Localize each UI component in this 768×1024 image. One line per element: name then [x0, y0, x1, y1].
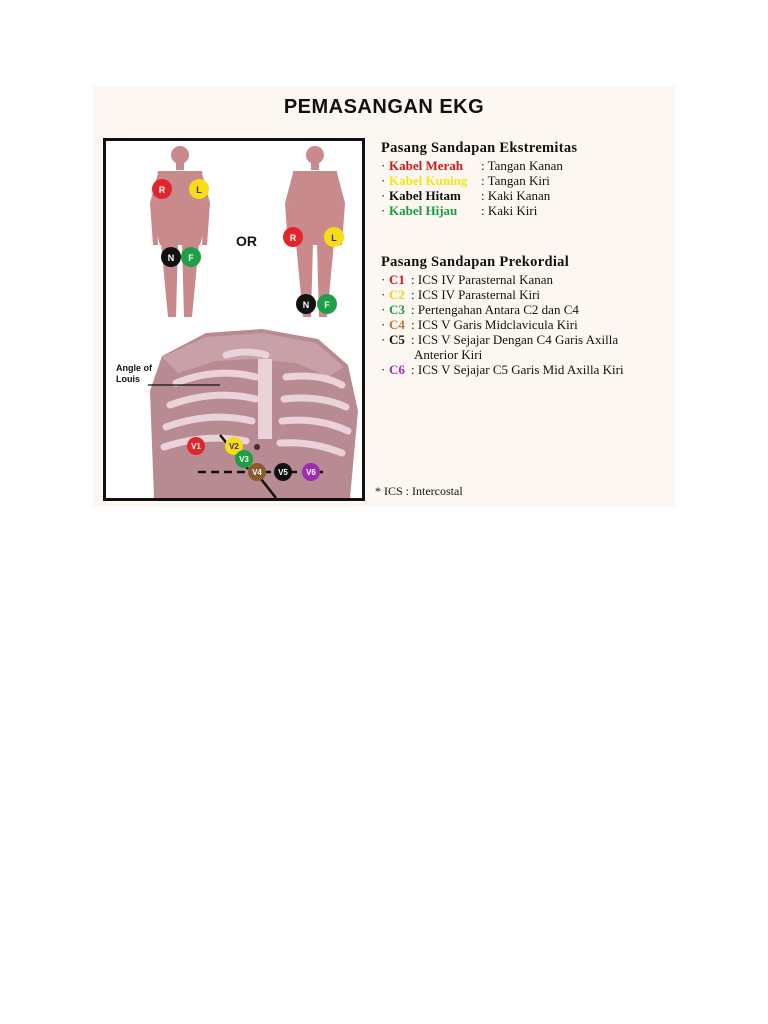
bullet: · — [381, 317, 386, 332]
chest-electrode-v6 — [302, 463, 320, 481]
limb-electrode-label: N — [167, 253, 175, 263]
page-title: PEMASANGAN EKG — [283, 96, 485, 118]
prekordial-list — [381, 272, 671, 377]
lead-key: C5 — [389, 332, 405, 347]
cable-value: : Kaki Kiri — [481, 203, 538, 218]
ics-footnote: * ICS : Intercostal — [375, 484, 463, 498]
chest-electrode-v3 — [235, 450, 253, 468]
limb-electrode-f1 — [181, 247, 201, 267]
list-item — [381, 362, 671, 377]
chest-electrode-v4 — [248, 463, 266, 481]
angle-label-line: Angle of — [116, 363, 152, 373]
lead-key: C3 — [389, 302, 405, 317]
limb-electrode-r2 — [283, 227, 303, 247]
lead-value: : ICS V Sejajar Dengan C4 Garis Axilla — [411, 332, 619, 347]
limb-electrode-r1 — [152, 179, 172, 199]
chest-electrode-label: V2 — [229, 442, 239, 451]
limb-electrode-label: L — [331, 233, 337, 243]
chest-electrode-label: V3 — [239, 455, 249, 464]
or-label: OR — [236, 233, 257, 249]
cable-key: Kabel Hitam — [389, 188, 461, 203]
figure-illustration — [106, 141, 362, 498]
chest-electrode-label: V6 — [306, 468, 316, 477]
angle-of-louis-label — [116, 363, 160, 385]
lead-value: : ICS V Sejajar C5 Garis Mid Axilla Kiri — [411, 362, 624, 377]
list-item — [381, 272, 671, 287]
limb-electrode-n2 — [296, 294, 316, 314]
bullet: · — [381, 158, 386, 173]
angle-label-line: Louis — [116, 374, 140, 384]
chest-electrode-v1 — [187, 437, 205, 455]
limb-electrode-n1 — [161, 247, 181, 267]
nipple-mark — [254, 444, 260, 450]
list-item — [381, 302, 671, 317]
chest-electrode-label: V1 — [191, 442, 201, 451]
list-item — [381, 317, 671, 332]
list-item — [381, 332, 671, 347]
cable-value: : Tangan Kiri — [481, 173, 550, 188]
list-item — [381, 158, 671, 173]
ekg-sheet — [93, 86, 675, 507]
instructions-panel — [381, 138, 671, 377]
limb-electrode-label: F — [324, 300, 330, 310]
cable-value: : Tangan Kanan — [481, 158, 563, 173]
list-item-continuation — [381, 347, 671, 362]
limb-electrode-l2 — [324, 227, 344, 247]
lead-value: : ICS IV Parasternal Kanan — [411, 272, 554, 287]
limb-electrode-label: F — [188, 253, 194, 263]
body-figure-left — [150, 146, 210, 317]
chest-electrode-label: V5 — [278, 468, 288, 477]
bullet: · — [381, 302, 386, 317]
bullet: · — [381, 173, 386, 188]
bullet: · — [381, 362, 386, 377]
bullet: · — [381, 188, 386, 203]
bullet: · — [381, 203, 386, 218]
lead-key: C4 — [389, 317, 405, 332]
ekg-placement-figure — [103, 138, 365, 501]
list-item — [381, 287, 671, 302]
prekordial-heading: Pasang Sandapan Prekordial — [381, 254, 570, 270]
extremitas-list — [381, 158, 671, 218]
bullet: · — [381, 287, 386, 302]
extremitas-heading: Pasang Sandapan Ekstremitas — [381, 140, 578, 156]
lead-value: : ICS V Garis Midclavicula Kiri — [411, 317, 578, 332]
lead-key: C2 — [389, 287, 405, 302]
cable-key: Kabel Hijau — [389, 203, 458, 218]
lead-key: C6 — [389, 362, 405, 377]
limb-electrode-l1 — [189, 179, 209, 199]
lead-value: Anterior Kiri — [414, 347, 483, 362]
list-item — [381, 188, 671, 203]
lead-value: : ICS IV Parasternal Kiri — [411, 287, 541, 302]
list-item — [381, 173, 671, 188]
bullet: · — [381, 272, 386, 287]
limb-electrode-label: R — [289, 233, 297, 243]
chest-electrode-v5 — [274, 463, 292, 481]
limb-electrode-label: R — [158, 185, 166, 195]
chest-electrode-label: V4 — [252, 468, 262, 477]
limb-electrode-label: N — [302, 300, 310, 310]
lead-key: C1 — [389, 272, 405, 287]
cable-key: Kabel Kuning — [389, 173, 468, 188]
limb-electrode-label: L — [196, 185, 202, 195]
limb-electrode-f2 — [317, 294, 337, 314]
lead-value: : Pertengahan Antara C2 dan C4 — [411, 302, 579, 317]
cable-key: Kabel Merah — [389, 158, 464, 173]
list-item — [381, 203, 671, 218]
bullet: · — [381, 332, 386, 347]
cable-value: : Kaki Kanan — [481, 188, 551, 203]
